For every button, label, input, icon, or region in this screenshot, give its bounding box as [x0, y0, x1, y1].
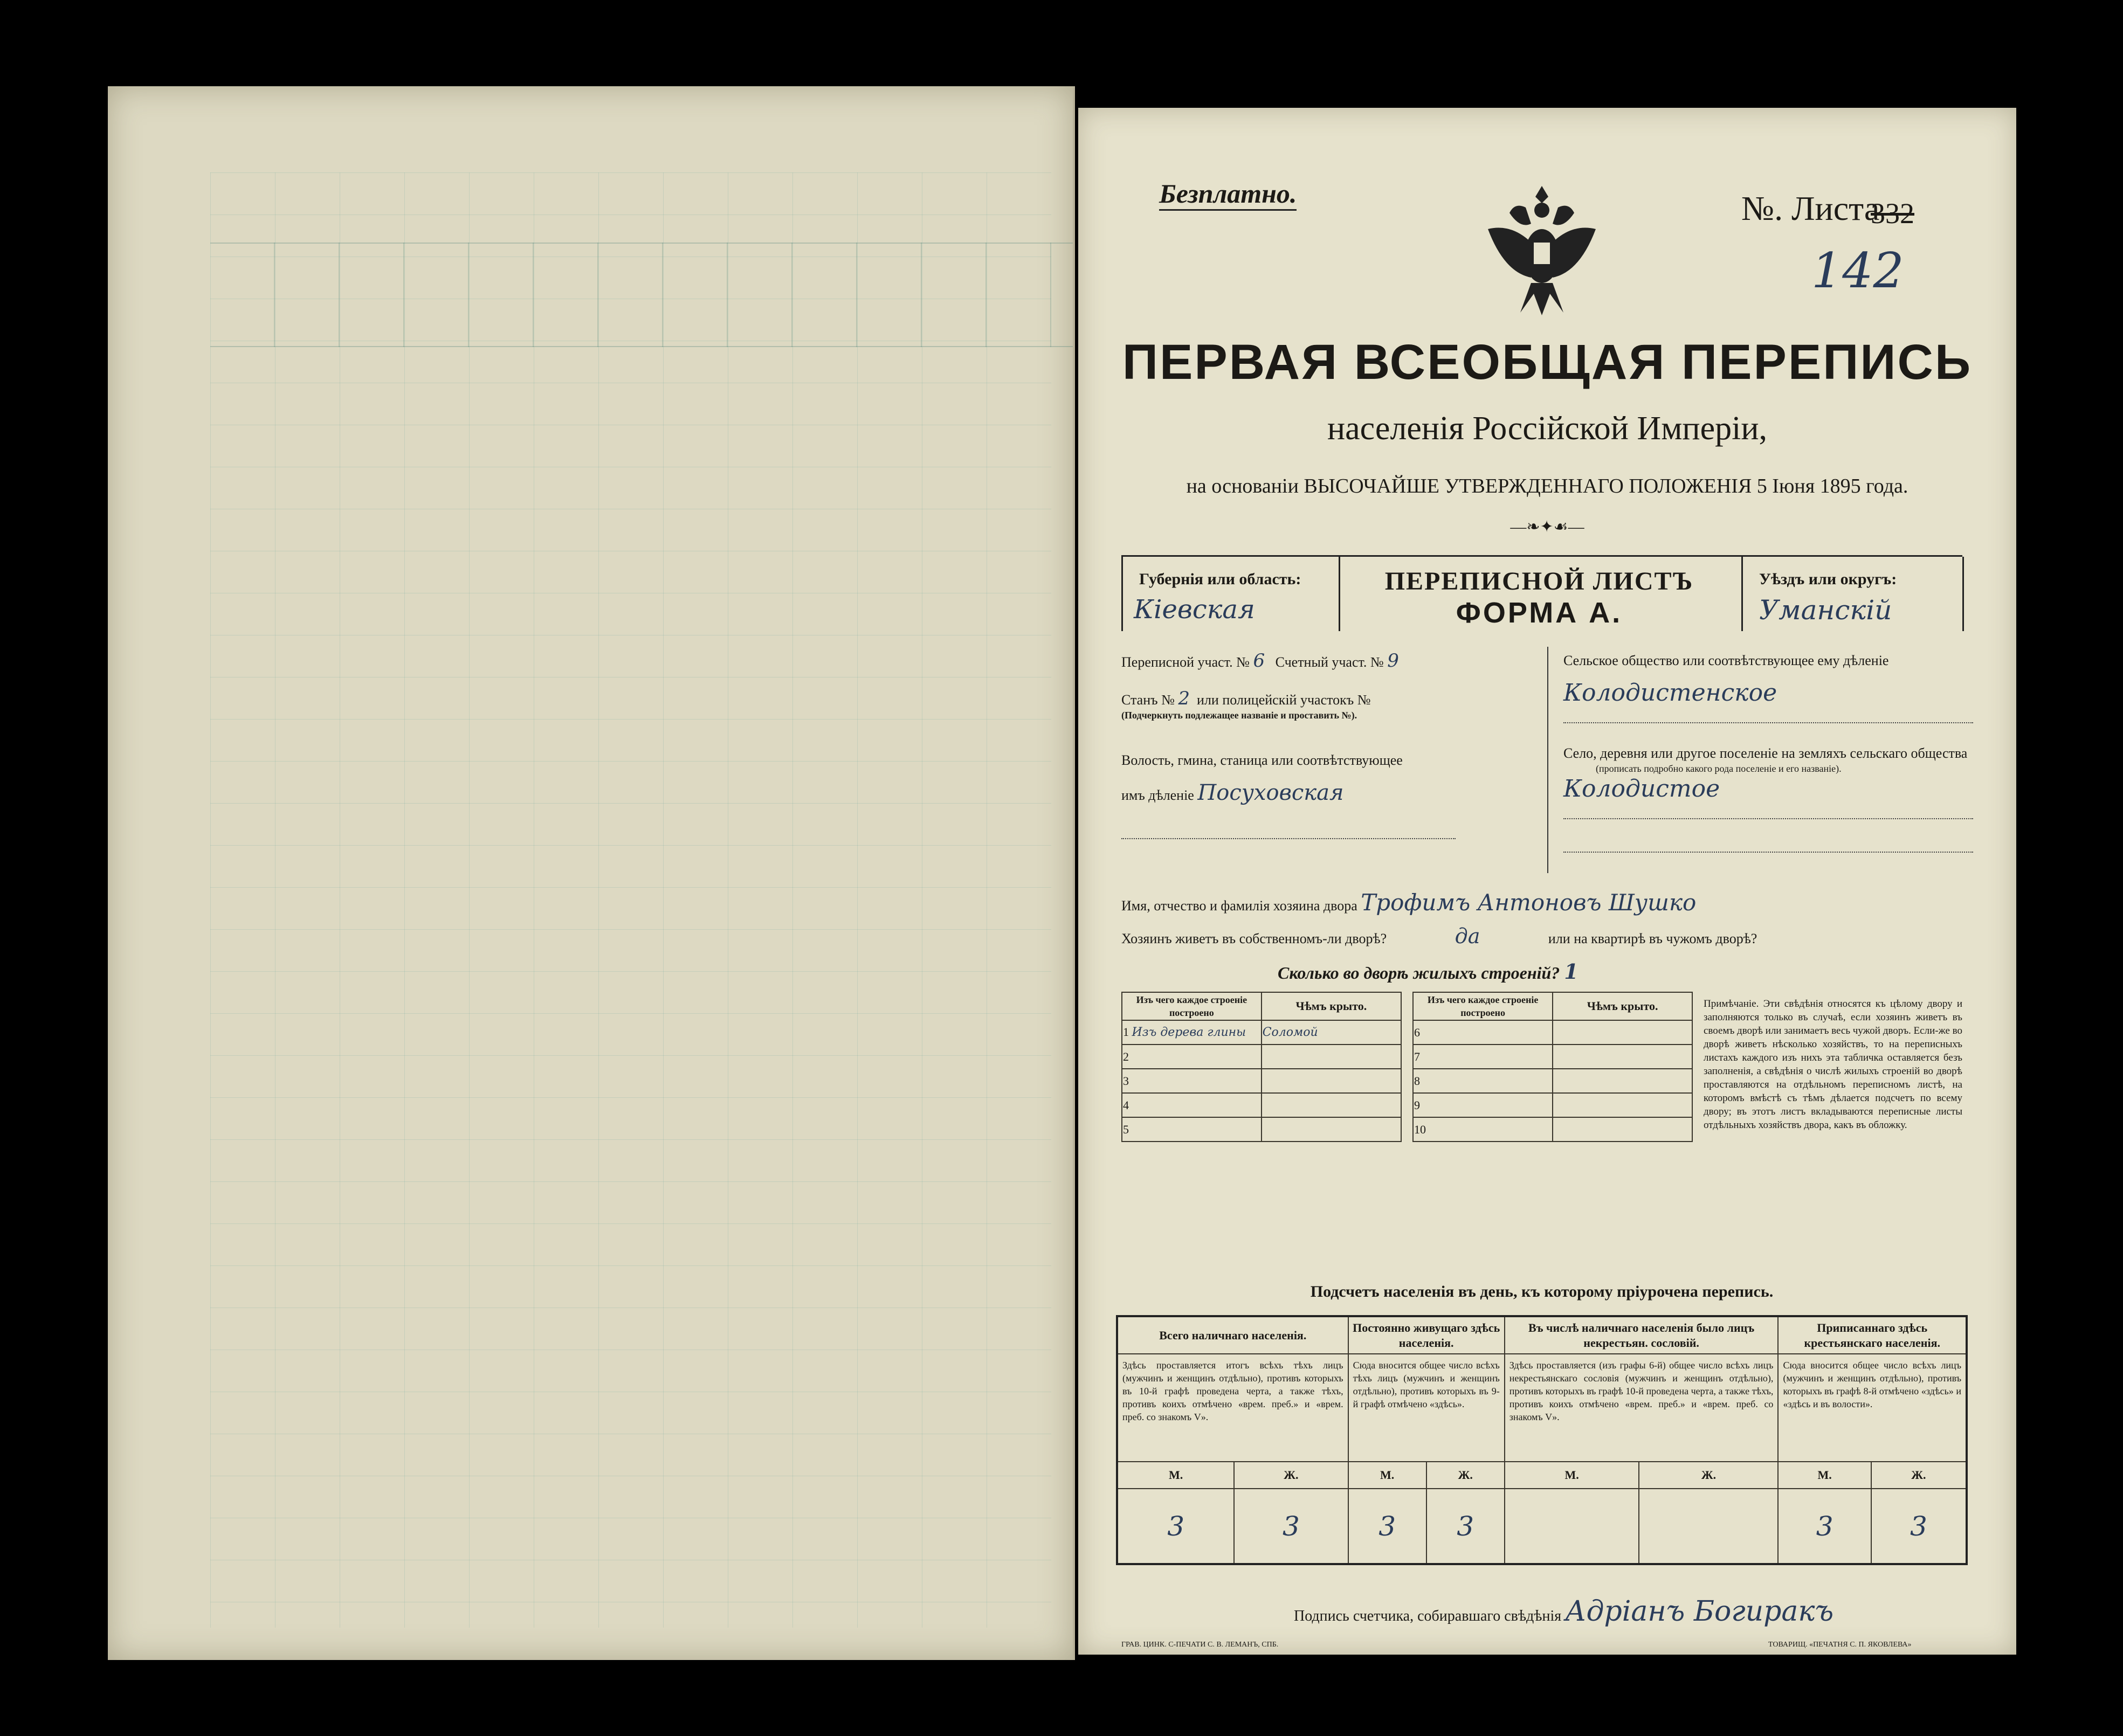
col-material: Изъ чего каждое строеніе построено — [1122, 992, 1262, 1020]
row-num: 4 — [1122, 1093, 1262, 1117]
uezd-cell — [1741, 557, 1964, 631]
row-num: 8 — [1413, 1069, 1553, 1093]
stan-label: Станъ № — [1121, 692, 1175, 708]
row-num: 6 — [1413, 1020, 1553, 1045]
footnote: Примѣчаніе. Эти свѣдѣнія относятся къ цѣлому двору и заполняются только въ случаѣ, если хозяинъ живетъ въ своемъ дворѣ или занимаетъ весь чужой дворъ. Если-же во дворѣ живетъ нѣсколько хозяйствъ, то на переписныхъ листахъ каждого изъ нихъ эта табличка оставляется безъ заполненія, а свѣдѣнія о числѣ жилыхъ строеній во дворѣ проставляются на отдѣльномъ переписномъ листѣ, на которомъ вмѣстѣ съ тѣмъ дѣлается подсчетъ по всему двору; въ этотъ листъ вкладываются переписные листы отдѣльныхъ хозяйствъ двора, какъ въ обложку. — [1704, 998, 1962, 1131]
selo-label: Село, деревня или другое поселеніе на земляхъ сельскаго общества — [1563, 745, 1968, 761]
fields-divider — [1547, 647, 1548, 873]
count-col-head-2: Постоянно живущаго здѣсь населенія. — [1348, 1316, 1505, 1354]
gubernia-cell — [1121, 557, 1340, 631]
col-material: Изъ чего каждое строеніе построено — [1413, 992, 1553, 1020]
signature-label: Подпись счетчика, собиравшаго свѣдѣнія — [1294, 1608, 1562, 1624]
count-col-head-3: Въ числѣ наличнаго населенія было лицъ некрестьян. сословій. — [1505, 1316, 1779, 1354]
buildings-label: Сколько во дворѣ жилыхъ строеній? — [1278, 963, 1560, 983]
imperial-eagle-emblem — [1477, 181, 1607, 321]
f-label: Ж. — [1639, 1462, 1778, 1489]
col-roof: Чѣмъ крыто. — [1553, 992, 1692, 1020]
residence-line — [1121, 924, 1962, 948]
row1-material: Изъ дерева глины — [1132, 1026, 1246, 1039]
printer-left: ГРАВ. ЦИНК. С-ПЕЧАТИ С. В. ЛЕМАНЪ, СПБ. — [1121, 1641, 1279, 1649]
count-value — [1505, 1489, 1639, 1564]
lives-label-2: или на квартирѣ въ чужомъ дворѣ? — [1548, 931, 1757, 946]
col-roof: Чѣмъ крыто. — [1262, 992, 1401, 1020]
free-label: Безплатно. — [1159, 178, 1297, 211]
form-title: ПЕРЕПИСНОЙ ЛИСТЪ — [1384, 567, 1694, 596]
owner-line — [1121, 889, 1962, 916]
stan-value: 2 — [1178, 688, 1190, 709]
row1-roof: Соломой — [1262, 1020, 1401, 1045]
perepis-uch-label: Переписной участ. № — [1121, 654, 1250, 670]
obshchestvo-label: Сельское общество или соотвѣтствующее ему дѣленіе — [1563, 653, 1889, 668]
lives-label: Хозяинъ живетъ въ собственномъ-ли дворѣ? — [1121, 931, 1387, 946]
sheet-number-label: №. Листа — [1741, 189, 1880, 227]
m-label: М. — [1117, 1462, 1234, 1489]
count-col-desc-3: Здѣсь проставляется (изъ графы 6-й) общее число всѣхъ лицъ некрестьянскаго сословія (мужчинъ и женщинъ отдѣльно), противъ которыхъ въ графѣ 10-й проведена черта, а также тѣхъ, противъ коихъ отмѣчено «врем. преб.» и «врем. преб. со знакомъ V». — [1505, 1354, 1779, 1462]
selo-extra-line — [1563, 819, 1973, 853]
owner-value: Трофимъ Антоновъ Шушко — [1361, 889, 1697, 916]
row-num: 7 — [1413, 1045, 1553, 1069]
row-num: 9 — [1413, 1093, 1553, 1117]
row-num: 3 — [1122, 1069, 1262, 1093]
gubernia-label: Губернія или область: — [1139, 570, 1301, 588]
row-num: 2 — [1122, 1045, 1262, 1069]
police-label: или полицейскій участокъ № — [1197, 692, 1371, 708]
f-label: Ж. — [1871, 1462, 1967, 1489]
schet-uch-value: 9 — [1387, 650, 1399, 672]
signature-value: Адріанъ Богиракъ — [1565, 1595, 1834, 1628]
volost-label-2: имъ дѣленіе — [1121, 787, 1194, 803]
census-form-page — [1078, 108, 2016, 1655]
bleed-through-grid — [210, 172, 1051, 1628]
row-num: 10 — [1413, 1117, 1553, 1142]
count-value: 3 — [1117, 1489, 1234, 1564]
count-title: Подсчетъ населенія въ день, къ которому пріурочена перепись. — [1310, 1283, 1774, 1301]
underline-note: (Подчеркнуть подлежащее названіе и проставить №). — [1121, 710, 1357, 721]
count-value: 3 — [1426, 1489, 1505, 1564]
count-value: 3 — [1234, 1489, 1348, 1564]
count-col-desc-4: Сюда вносится общее число всѣхъ лицъ (мужчинъ и женщинъ отдѣльно), противъ которыхъ въ графѣ 8-й отмѣчено «здѣсь» и «здѣсь и въ волости». — [1778, 1354, 1967, 1462]
main-title: ПЕРВАЯ ВСЕОБЩАЯ ПЕРЕПИСЬ — [1122, 335, 1973, 390]
count-col-desc-2: Сюда вносится общее число всѣхъ тѣхъ лицъ (мужчинъ и женщинъ отдѣльно), противъ которыхъ въ 9-й графѣ отмѣчено «здѣсь». — [1348, 1354, 1505, 1462]
buildings-table-right — [1412, 992, 1693, 1142]
volost-label: Волость, гмина, станица или соотвѣтствующее — [1121, 752, 1403, 768]
legal-basis: на основаніи ВЫСОЧАЙШЕ УТВЕРЖДЕННАГО ПОЛОЖЕНІЯ 5 Іюня 1895 года. — [1186, 475, 1908, 497]
count-value — [1639, 1489, 1778, 1564]
volost-extra-line — [1121, 817, 1456, 839]
signature-line — [1294, 1595, 1834, 1628]
count-col-head-1: Всего наличнаго населенія. — [1117, 1316, 1348, 1354]
owner-label: Имя, отчество и фамилія хозяина двора — [1121, 898, 1357, 914]
f-label: Ж. — [1426, 1462, 1505, 1489]
buildings-value: 1 — [1564, 959, 1579, 984]
perepis-uch-value: 6 — [1253, 650, 1265, 672]
uezd-value: Уманскій — [1759, 594, 1892, 626]
uezd-label: Уѣздъ или округъ: — [1759, 570, 1897, 588]
count-value: 3 — [1778, 1489, 1871, 1564]
count-col-desc-1: Здѣсь проставляется итогъ всѣхъ тѣхъ лицъ (мужчинъ и женщинъ отдѣльно), противъ которыхъ въ 10-й графѣ проведена черта, а также тѣхъ, противъ коихъ отмѣчено «врем. преб.» и «врем. преб. со знакомъ V». — [1117, 1354, 1348, 1462]
m-label: М. — [1348, 1462, 1426, 1489]
left-page — [108, 86, 1075, 1660]
selo-value: Колодистое — [1563, 780, 1973, 819]
m-label: М. — [1778, 1462, 1871, 1489]
lives-value: да — [1455, 924, 1480, 948]
count-value: 3 — [1348, 1489, 1426, 1564]
count-table — [1116, 1315, 1968, 1565]
schet-uch-label: Счетный участ. № — [1275, 654, 1384, 670]
gubernia-value: Кіевская — [1134, 594, 1255, 625]
count-col-head-4: Приписаннаго здѣсь крестьянскаго населенія. — [1778, 1316, 1967, 1354]
form-header-box — [1121, 555, 1962, 632]
volost-value: Посуховская — [1197, 780, 1344, 805]
form-title-cell — [1337, 557, 1741, 631]
sheet-number-struck: 332 — [1871, 197, 1914, 230]
ornament-divider: —❧✦☙— — [1510, 518, 1584, 536]
m-label: М. — [1505, 1462, 1639, 1489]
form-subtitle: ФОРМА А. — [1456, 597, 1623, 629]
selo-note: (прописать подробно какого рода поселеніе и его названіе). — [1596, 763, 1842, 774]
printer-right: ТОВАРИЩ. «ПЕЧАТНЯ С. П. ЯКОВЛЕВА» — [1768, 1641, 1912, 1649]
admin-fields-left — [1121, 652, 1520, 839]
count-value: 3 — [1871, 1489, 1967, 1564]
buildings-table-left — [1121, 992, 1402, 1142]
row-num: 1 — [1123, 1025, 1129, 1039]
sheet-number-handwritten: 142 — [1811, 243, 1904, 299]
subtitle: населенія Россійской Имперіи, — [1327, 410, 1768, 447]
f-label: Ж. — [1234, 1462, 1348, 1489]
admin-fields-right — [1563, 652, 1973, 853]
row-num: 5 — [1122, 1117, 1262, 1142]
buildings-question-line — [1278, 959, 1579, 984]
obshchestvo-value: Колодистенское — [1563, 684, 1973, 723]
